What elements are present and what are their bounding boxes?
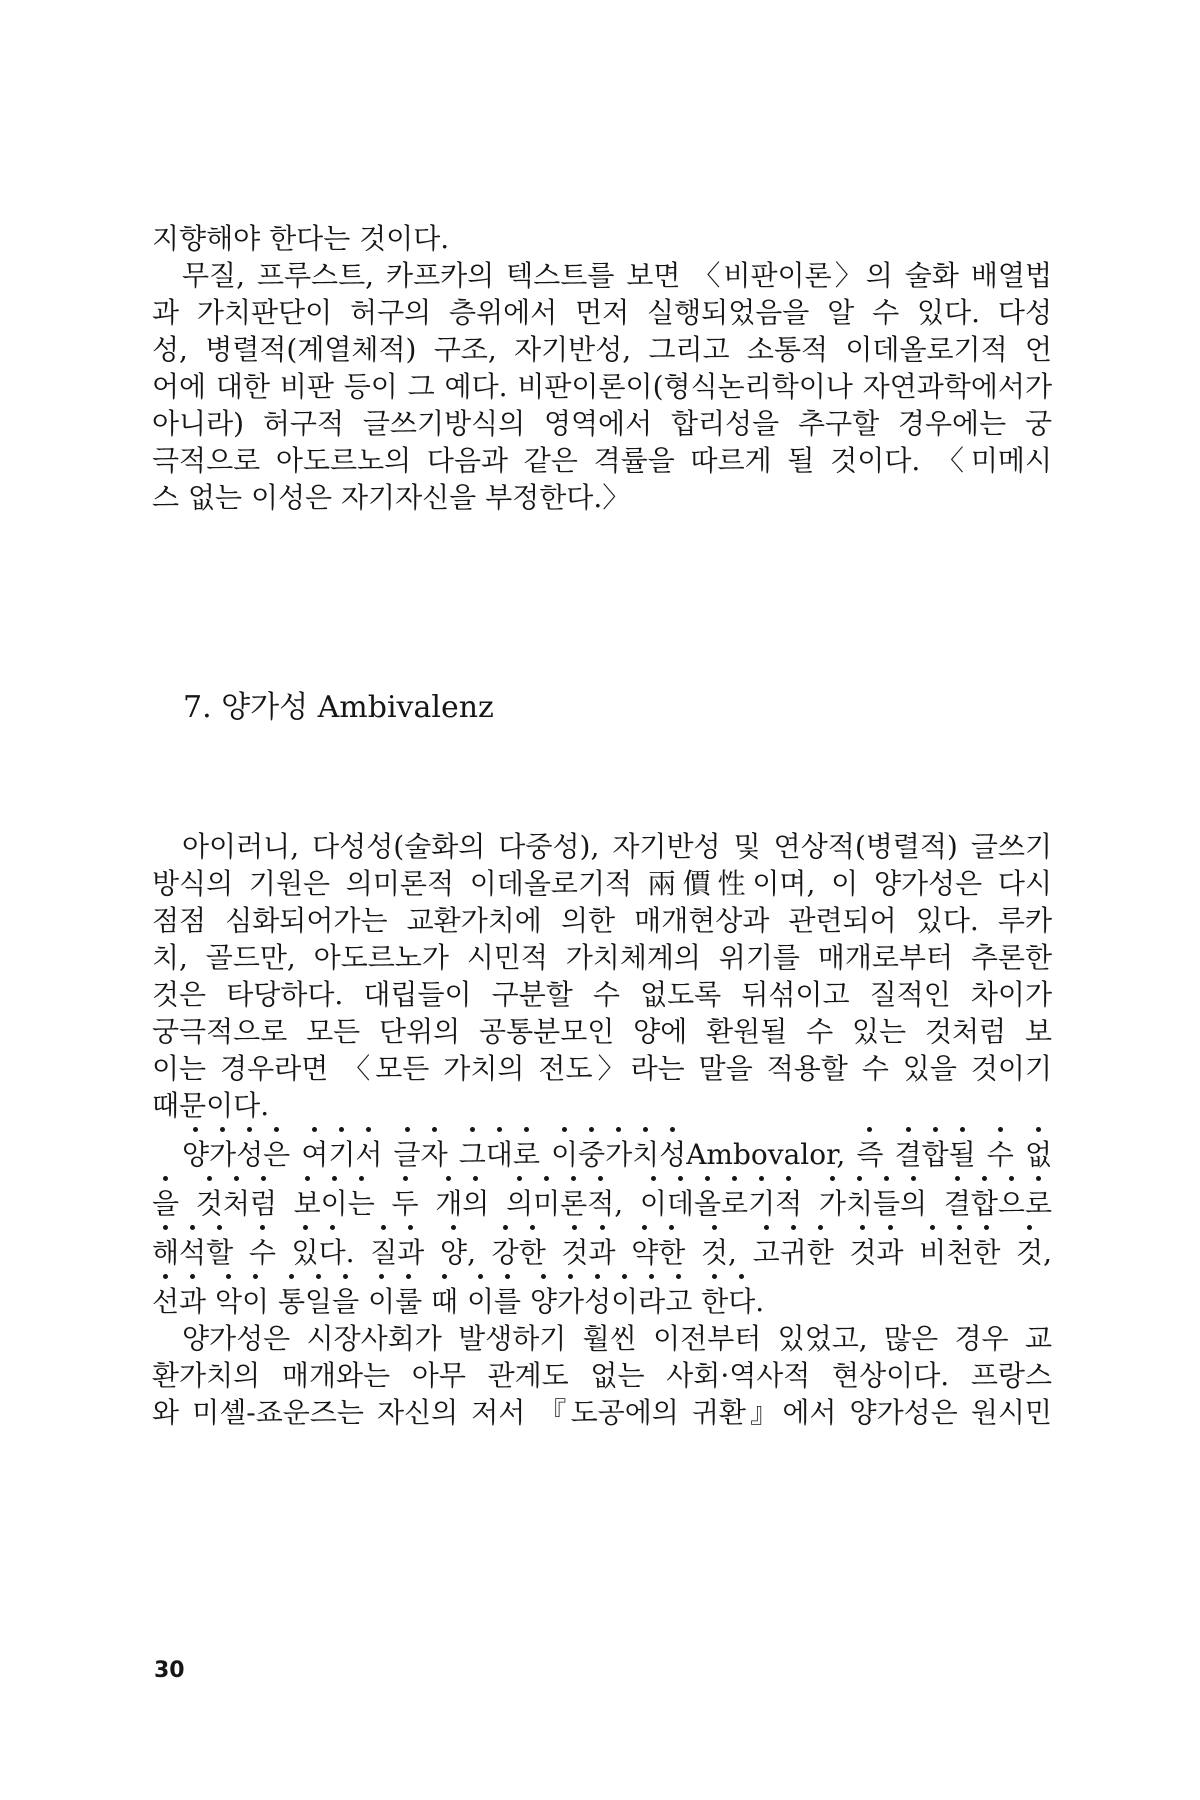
text-line: 아니라) 허구적 글쓰기방식의 영역에서 합리성을 추구할 경우에는 궁 bbox=[152, 407, 1052, 440]
emphasis-dot bbox=[366, 1127, 371, 1132]
text-line: 극적으로 아도르노의 다음과 같은 격률을 따르게 될 것이다. 〈미메시 bbox=[152, 444, 1052, 477]
emphasis-dot bbox=[451, 1225, 456, 1230]
emphasis-dot bbox=[312, 1127, 317, 1132]
emphasis-dot bbox=[998, 1127, 1003, 1132]
emphasis-dot bbox=[818, 1225, 823, 1230]
emphasis-dot bbox=[598, 1176, 603, 1181]
emphasis-dot bbox=[982, 1176, 987, 1181]
emphasis-dot bbox=[791, 1225, 796, 1230]
text-line: 와 미셸-죠운즈는 자신의 저서 『도공에의 귀환』에서 양가성은 원시민 bbox=[152, 1396, 1052, 1429]
emphasis-dot bbox=[649, 1274, 654, 1279]
emphasis-dots bbox=[152, 1271, 1052, 1283]
emphasis-dot bbox=[732, 1176, 737, 1181]
emphasis-dot bbox=[303, 1225, 308, 1230]
emphasis-dot bbox=[1036, 1176, 1041, 1181]
emphasis-dot bbox=[957, 1225, 962, 1230]
emphasis-dot bbox=[408, 1225, 413, 1230]
text-line: 을 것처럼 보이는 두 개의 의미론적, 이데올로기적 가치들의 결합으로 bbox=[152, 1187, 1052, 1220]
emphasis-dot bbox=[163, 1176, 168, 1181]
emphasis-dot bbox=[651, 1176, 656, 1181]
emphasis-dot bbox=[1027, 1225, 1032, 1230]
emphasis-dot bbox=[906, 1127, 911, 1132]
emphasis-dot bbox=[274, 1127, 279, 1132]
text-line: 환가치의 매개와는 아무 관계도 없는 사회·역사적 현상이다. 프랑스 bbox=[152, 1359, 1052, 1392]
emphasis-dot bbox=[207, 1176, 212, 1181]
emphasis-dot bbox=[930, 1225, 935, 1230]
emphasis-dot bbox=[505, 1274, 510, 1279]
emphasis-dot bbox=[193, 1127, 198, 1132]
emphasis-dot bbox=[739, 1274, 744, 1279]
emphasis-dot bbox=[705, 1176, 710, 1181]
emphasis-dot bbox=[857, 1176, 862, 1181]
section-paragraph-3 bbox=[152, 1320, 1052, 1431]
emphasis-dot bbox=[478, 1274, 483, 1279]
emphasis-dot bbox=[163, 1225, 168, 1230]
emphasis-dot bbox=[764, 1225, 769, 1230]
section-paragraph-2-emphasized bbox=[152, 1124, 1052, 1320]
emphasis-dot bbox=[884, 1176, 889, 1181]
emphasis-dot bbox=[544, 1176, 549, 1181]
emphasis-dot bbox=[860, 1225, 865, 1230]
emphasis-dot bbox=[234, 1176, 239, 1181]
emphasis-dot bbox=[678, 1176, 683, 1181]
emphasis-dot bbox=[163, 1274, 168, 1279]
emphasis-dot bbox=[676, 1274, 681, 1279]
emphasis-dot bbox=[503, 1225, 508, 1230]
text-line: 선과 악이 통일을 이룰 때 이를 양가성이라고 한다. bbox=[152, 1285, 765, 1318]
text-line: 아이러니, 다성성(술화의 다중성), 자기반성 및 연상적(병렬적) 글쓰기 bbox=[182, 830, 1052, 863]
emphasis-dot bbox=[562, 1127, 567, 1132]
emphasis-dot bbox=[330, 1225, 335, 1230]
emphasis-dot bbox=[571, 1176, 576, 1181]
text-line: 때문이다. bbox=[152, 1089, 270, 1122]
emphasis-dot bbox=[446, 1176, 451, 1181]
emphasis-dot bbox=[261, 1176, 266, 1181]
text-line: 스 없는 이성은 자기자신을 부정한다.〉 bbox=[152, 481, 631, 514]
page-number: 30 bbox=[154, 1658, 185, 1683]
emphasis-dot bbox=[305, 1176, 310, 1181]
section-heading: 7. 양가성 Ambivalenz bbox=[183, 690, 494, 725]
emphasis-dot bbox=[359, 1176, 364, 1181]
emphasis-dot bbox=[253, 1274, 258, 1279]
emphasis-dot bbox=[568, 1274, 573, 1279]
text-line: 무질, 프루스트, 카프카의 텍스트를 보면 〈비판이론〉의 술화 배열법 bbox=[182, 259, 1052, 292]
emphasis-dot bbox=[190, 1225, 195, 1230]
emphasis-dot bbox=[379, 1274, 384, 1279]
emphasis-dot bbox=[595, 1274, 600, 1279]
emphasis-dot bbox=[984, 1225, 989, 1230]
emphasis-dot bbox=[517, 1176, 522, 1181]
text-line: 해석할 수 있다. 질과 양, 강한 것과 약한 것, 고귀한 것과 비천한 것, bbox=[152, 1236, 1052, 1269]
emphasis-dot bbox=[530, 1225, 535, 1230]
emphasis-dot bbox=[960, 1127, 965, 1132]
text-line: 어에 대한 비판 등이 그 예다. 비판이론이(형식논리학이나 자연과학에서가 bbox=[152, 370, 1052, 403]
emphasis-dot bbox=[541, 1274, 546, 1279]
emphasis-dot bbox=[1009, 1176, 1014, 1181]
text-line: 방식의 기원은 의미론적 이데올로기적 兩價性이며, 이 양가성은 다시 bbox=[152, 867, 1052, 900]
text-line: 양가성은 시장사회가 발생하기 훨씬 이전부터 있었고, 많은 경우 교 bbox=[182, 1322, 1052, 1355]
emphasis-dot bbox=[473, 1176, 478, 1181]
emphasis-dot bbox=[867, 1127, 872, 1132]
emphasis-dots bbox=[152, 1222, 1052, 1234]
emphasis-dot bbox=[260, 1225, 265, 1230]
emphasis-dot bbox=[589, 1127, 594, 1132]
emphasis-dot bbox=[712, 1274, 717, 1279]
emphasis-dot bbox=[830, 1176, 835, 1181]
text-line: 점점 심화되어가는 교환가치에 의한 매개현상과 관련되어 있다. 루카 bbox=[152, 904, 1052, 937]
emphasis-dot bbox=[712, 1225, 717, 1230]
text-line: 지향해야 한다는 것이다. bbox=[152, 222, 450, 255]
emphasis-dot bbox=[381, 1225, 386, 1230]
emphasis-dot bbox=[289, 1274, 294, 1279]
section-body bbox=[152, 828, 1052, 1431]
text-line: 이는 경우라면 〈모든 가치의 전도〉라는 말을 적용할 수 있을 것이기 bbox=[152, 1052, 1052, 1085]
emphasis-dot bbox=[220, 1127, 225, 1132]
emphasis-dot bbox=[670, 1127, 675, 1132]
text-line: 성, 병렬적(계열체적) 구조, 자기반성, 그리고 소통적 이데올로기적 언 bbox=[152, 333, 1052, 366]
emphasis-dots bbox=[152, 1124, 1052, 1136]
emphasis-dot bbox=[669, 1225, 674, 1230]
emphasis-dot bbox=[217, 1225, 222, 1230]
emphasis-dots bbox=[152, 1173, 1052, 1185]
emphasis-dot bbox=[339, 1127, 344, 1132]
emphasis-dot bbox=[470, 1127, 475, 1132]
emphasis-dot bbox=[933, 1127, 938, 1132]
emphasis-dot bbox=[911, 1176, 916, 1181]
emphasis-dot bbox=[432, 1127, 437, 1132]
emphasis-dot bbox=[343, 1274, 348, 1279]
emphasis-dot bbox=[524, 1127, 529, 1132]
text-line: 궁극적으로 모든 단위의 공통분모인 양에 환원될 수 있는 것처럼 보 bbox=[152, 1015, 1052, 1048]
emphasis-dot bbox=[616, 1127, 621, 1132]
text-line: 것은 타당하다. 대립들이 구분할 수 없도록 뒤섞이고 질적인 차이가 bbox=[152, 978, 1052, 1011]
emphasis-dot bbox=[405, 1127, 410, 1132]
emphasis-dot bbox=[1036, 1127, 1041, 1132]
emphasis-dot bbox=[497, 1127, 502, 1132]
emphasis-dot bbox=[622, 1274, 627, 1279]
emphasis-dot bbox=[600, 1225, 605, 1230]
emphasis-dot bbox=[572, 1225, 577, 1230]
emphasis-dot bbox=[406, 1274, 411, 1279]
emphasis-dot bbox=[786, 1176, 791, 1181]
emphasis-dot bbox=[888, 1225, 893, 1230]
emphasis-dot bbox=[955, 1176, 960, 1181]
emphasis-dot bbox=[442, 1274, 447, 1279]
emphasis-dot bbox=[190, 1274, 195, 1279]
emphasis-dot bbox=[643, 1127, 648, 1132]
text-line: 치, 골드만, 아도르노가 시민적 가치체계의 위기를 매개로부터 추론한 bbox=[152, 941, 1052, 974]
intro-paragraph bbox=[152, 220, 1052, 516]
section-paragraph-1 bbox=[152, 828, 1052, 1124]
emphasis-dot bbox=[247, 1127, 252, 1132]
text-line: 양가성은 여기서 글자 그대로 이중가치성Ambovalor, 즉 결합될 수 없 bbox=[182, 1138, 1052, 1171]
emphasis-dot bbox=[226, 1274, 231, 1279]
emphasis-dot bbox=[316, 1274, 321, 1279]
emphasis-dot bbox=[332, 1176, 337, 1181]
emphasis-dot bbox=[759, 1176, 764, 1181]
text-line: 과 가치판단이 허구의 층위에서 먼저 실행되었음을 알 수 있다. 다성 bbox=[152, 296, 1052, 329]
emphasis-dot bbox=[642, 1225, 647, 1230]
emphasis-dot bbox=[403, 1176, 408, 1181]
